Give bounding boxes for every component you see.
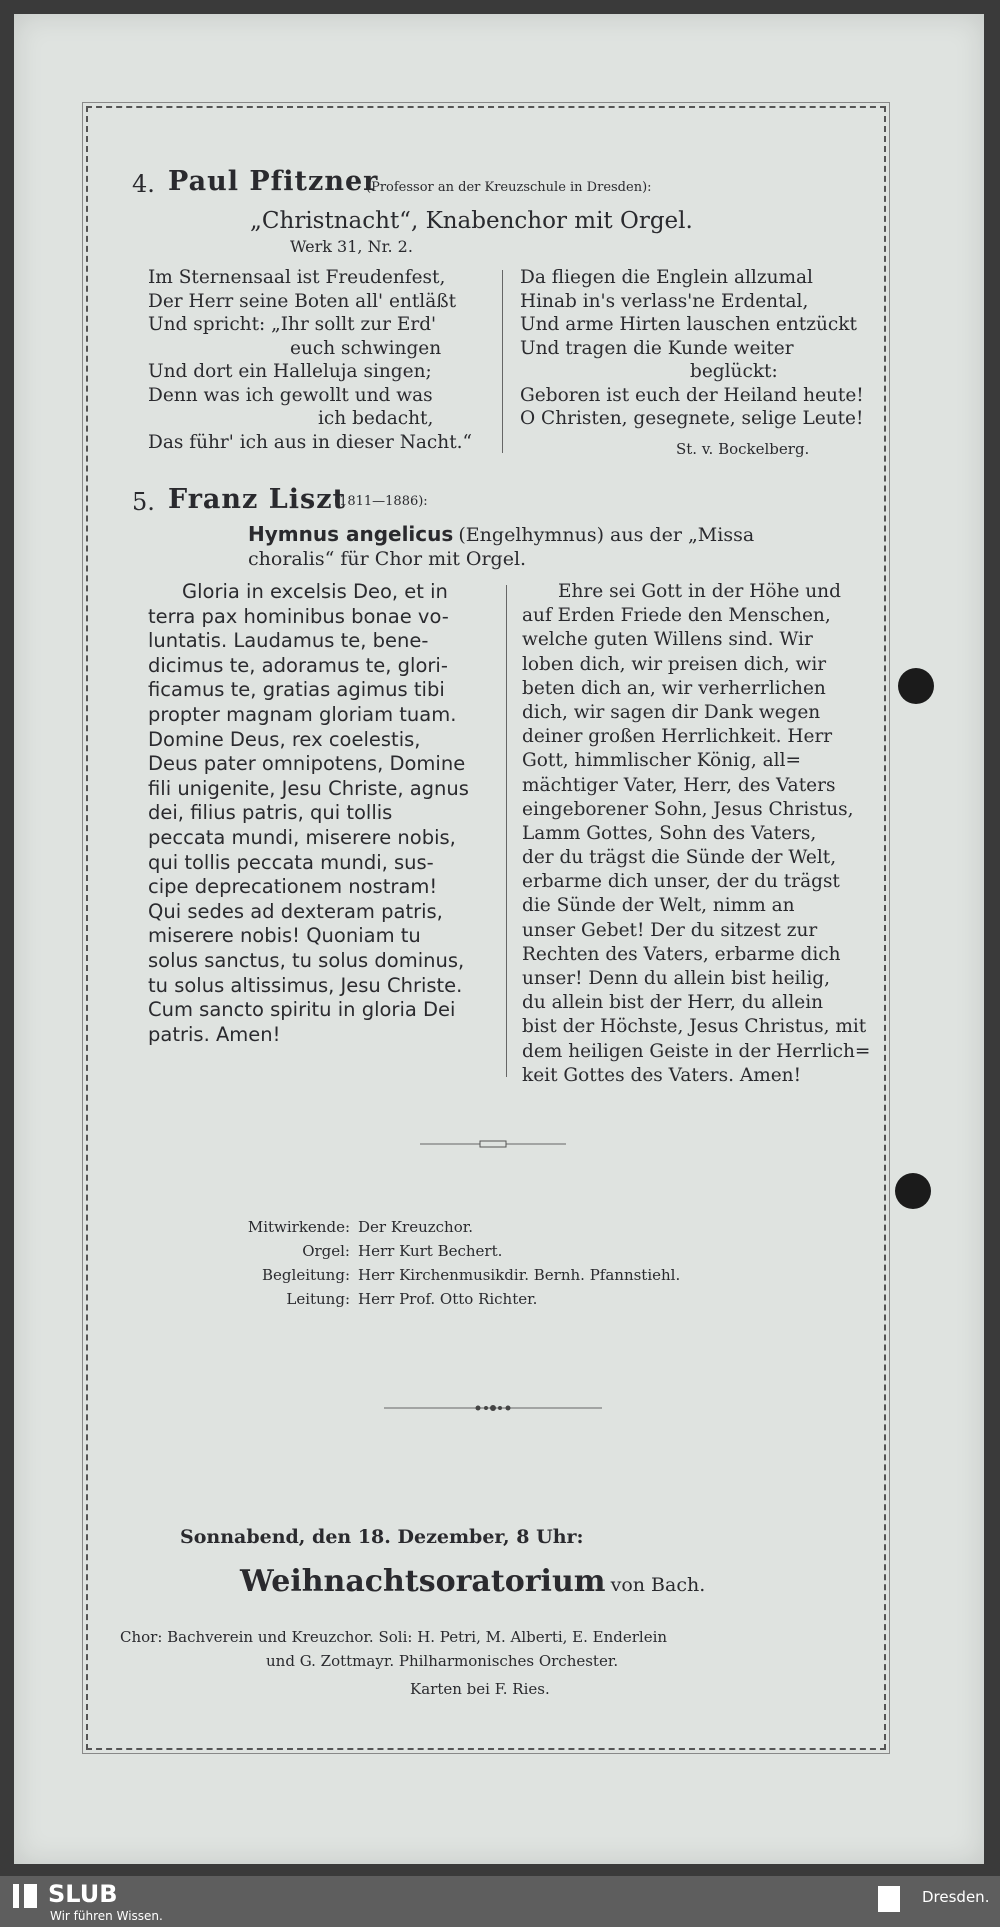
ticket-info: Karten bei F. Ries.: [410, 1680, 550, 1698]
text-line: eingeborener Sohn, Jesus Christus,: [522, 798, 854, 820]
text-line: Rechten des Vaters, erbarme dich: [522, 943, 841, 965]
poem-line: O Christen, gesegnete, selige Leute!: [520, 408, 864, 429]
slub-slogan: Wir führen Wissen.: [50, 1909, 163, 1923]
performer-value: Herr Kurt Bechert.: [358, 1242, 503, 1260]
poem-line: Im Sternensaal ist Freudenfest,: [148, 267, 446, 288]
performer-role: Begleitung:: [262, 1266, 350, 1284]
ornament-divider: [384, 1402, 602, 1414]
text-line: cipe deprecationem nostram!: [148, 875, 438, 899]
text-line: Ehre sei Gott in der Höhe und: [558, 581, 841, 602]
work-title: Weihnachtsoratorium: [240, 1564, 606, 1599]
text-line: keit Gottes des Vaters. Amen!: [522, 1064, 802, 1086]
text-line: auf Erden Friede den Menschen,: [522, 605, 831, 627]
text-line: ficamus te, gratias agimus tibi: [148, 678, 445, 702]
piece-title: [248, 522, 754, 546]
text-line: Gott, himmlischer König, all=: [522, 750, 801, 772]
slub-logo-icon[interactable]: [13, 1884, 37, 1908]
text-line: dicimus te, adoramus te, glori-: [148, 653, 448, 677]
poem-line: Und arme Hirten lauschen entzückt: [520, 314, 857, 335]
text-line: luntatis. Laudamus te, bene-: [148, 629, 429, 653]
text-line: peccata mundi, miserere nobis,: [148, 825, 456, 849]
poem-author: St. v. Bockelberg.: [676, 440, 810, 458]
poem-line: Hinab in's verlass'ne Erdental,: [520, 290, 809, 312]
punch-hole: [895, 1173, 931, 1209]
item-number: 5.: [132, 488, 155, 516]
column-divider: [502, 270, 503, 453]
poem-line: Der Herr seine Boten all' entläßt: [148, 290, 457, 312]
poem-line: euch schwingen: [290, 337, 442, 359]
composer-note: (Professor an der Kreuzschule in Dresden):: [366, 180, 652, 195]
text-line: miserere nobis! Quoniam tu: [148, 924, 421, 948]
dresden-wordmark[interactable]: Dresden.: [922, 1888, 990, 1906]
dresden-crest-icon[interactable]: [878, 1886, 900, 1912]
concert-date: Sonnabend, den 18. Dezember, 8 Uhr:: [180, 1526, 584, 1548]
text-line: bist der Höchste, Jesus Christus, mit: [522, 1016, 867, 1038]
ornament-divider: [420, 1138, 566, 1150]
poem-line: Das führ' ich aus in dieser Nacht.“: [148, 431, 472, 453]
viewer-footer: [0, 1876, 1000, 1927]
opus-number: Werk 31, Nr. 2.: [290, 237, 413, 256]
poem-line: Und spricht: „Ihr sollt zur Erd': [148, 314, 437, 335]
poem-line: Da fliegen die Englein allzumal: [520, 267, 813, 288]
text-line: solus sanctus, tu solus dominus,: [148, 948, 465, 972]
text-line: patris. Amen!: [148, 1022, 281, 1046]
poem-line: Denn was ich gewollt und was: [148, 384, 433, 406]
poem-line: ich bedacht,: [318, 408, 434, 429]
text-line: Gloria in excelsis Deo, et in: [182, 580, 448, 603]
composer-years: (1811—1886):: [334, 494, 428, 509]
performer-role: Leitung:: [286, 1290, 350, 1308]
performer-value: Der Kreuzchor.: [358, 1218, 474, 1236]
text-line: dich, wir sagen dir Dank wegen: [522, 701, 821, 723]
text-line: dem heiligen Geiste in der Herrlich=: [522, 1040, 871, 1062]
piece-title: „Christnacht“, Knabenchor mit Orgel.: [250, 208, 693, 234]
work-composer: von Bach.: [610, 1574, 706, 1596]
poem-line: Und dort ein Halleluja singen;: [148, 361, 432, 382]
performer-role: Mitwirkende:: [247, 1218, 350, 1236]
text-line: du allein bist der Herr, du allein: [522, 992, 824, 1014]
text-line: dei, filius patris, qui tollis: [148, 801, 393, 825]
latin-text-column: [148, 580, 469, 1047]
text-line: erbarme dich unser, der du trägst: [522, 871, 840, 893]
punch-hole: [898, 668, 934, 704]
poem-line: beglückt:: [690, 361, 778, 382]
text-line: Domine Deus, rex coelestis,: [148, 727, 421, 751]
text-line: propter magnam gloriam tuam.: [148, 702, 457, 726]
text-line: die Sünde der Welt, nimm an: [522, 895, 795, 917]
poem-left-column: [148, 266, 472, 454]
poem-line: Geboren ist euch der Heiland heute!: [520, 384, 864, 406]
text-line: Qui sedes ad dexteram patris,: [148, 899, 443, 923]
text-line: Deus pater omnipotens, Domine: [148, 752, 466, 776]
concert-cast-continued: und G. Zottmayr. Philharmonisches Orchester.: [266, 1652, 619, 1670]
performer-role: Orgel:: [302, 1242, 350, 1260]
text-line: unser Gebet! Der du sitzest zur: [522, 919, 818, 941]
piece-subtitle: choralis“ für Chor mit Orgel.: [248, 548, 527, 570]
performer-value: Herr Prof. Otto Richter.: [358, 1290, 538, 1308]
german-text-column: [522, 580, 870, 1088]
performer-value: Herr Kirchenmusikdir. Bernh. Pfannstiehl.: [358, 1266, 681, 1284]
poem-right-column: [520, 266, 864, 431]
piece-title-bold: Hymnus angelicus: [248, 522, 454, 546]
text-line: loben dich, wir preisen dich, wir: [522, 653, 827, 675]
text-line: welche guten Willens sind. Wir: [522, 629, 813, 651]
text-line: terra pax hominibus bonae vo-: [148, 604, 449, 628]
text-line: unser! Denn du allein bist heilig,: [522, 968, 830, 989]
slub-wordmark[interactable]: SLUB: [48, 1880, 118, 1908]
concert-work: [240, 1564, 705, 1599]
text-line: Lamm Gottes, Sohn des Vaters,: [522, 822, 817, 844]
composer-name: Franz Liszt: [168, 484, 347, 515]
text-line: beten dich an, wir verherrlichen: [522, 677, 826, 699]
text-line: Cum sancto spiritu in gloria Dei: [148, 998, 456, 1022]
column-divider: [506, 585, 507, 1077]
text-line: mächtiger Vater, Herr, des Vaters: [522, 774, 836, 796]
concert-cast: Chor: Bachverein und Kreuzchor. Soli: H. Petri, M. Alberti, E. Enderlein: [120, 1628, 668, 1646]
text-line: tu solus altissimus, Jesu Christe.: [148, 973, 463, 997]
piece-title-rest: (Engelhymnus) aus der „Missa: [458, 524, 755, 546]
text-line: qui tollis peccata mundi, sus-: [148, 850, 434, 874]
item-number: 4.: [132, 170, 155, 198]
text-line: deiner großen Herrlichkeit. Herr: [522, 726, 833, 748]
text-line: der du trägst die Sünde der Welt,: [522, 847, 837, 869]
poem-line: Und tragen die Kunde weiter: [520, 337, 794, 359]
composer-name: Paul Pfitzner: [168, 166, 379, 197]
text-line: fili unigenite, Jesu Christe, agnus: [148, 776, 469, 800]
